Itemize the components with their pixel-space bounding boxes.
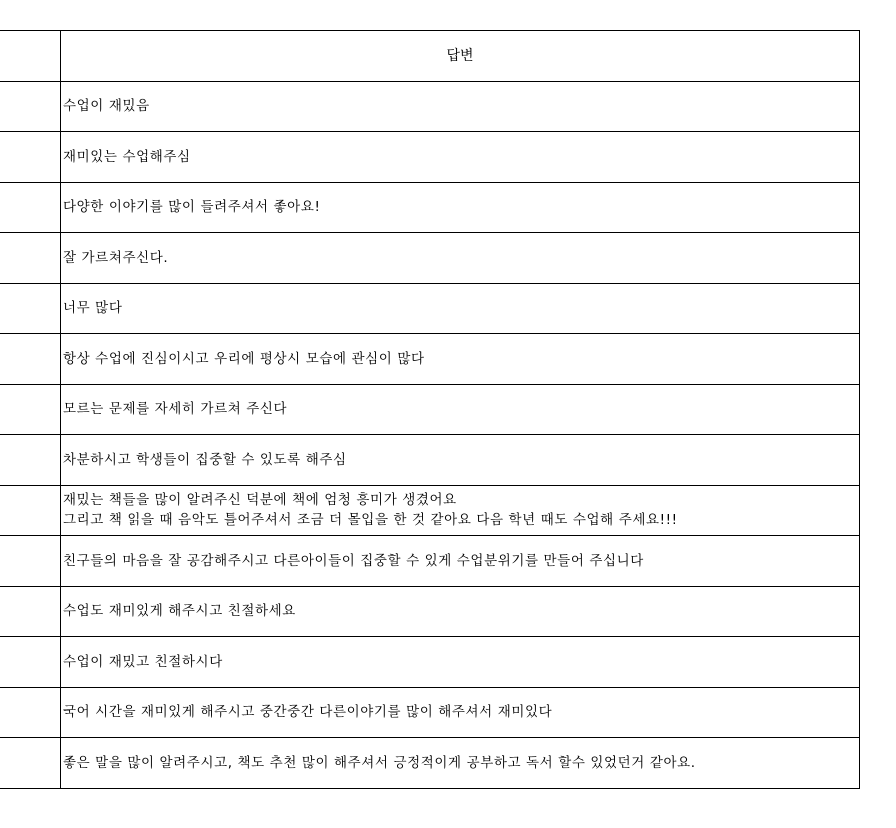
answer-text: 수업이 재밌고 친절하시다 xyxy=(63,653,223,670)
table-row xyxy=(0,283,860,334)
row-number-cell[interactable] xyxy=(0,687,61,738)
row-number-cell[interactable] xyxy=(0,81,61,132)
answer-text: 재밌는 책들을 많이 알려주신 덕분에 책에 엄청 흥미가 생겼어요 xyxy=(63,492,457,509)
survey-response-table xyxy=(0,30,860,789)
row-number-cell[interactable] xyxy=(0,132,61,183)
answer-text: 수업이 재밌음 xyxy=(63,98,150,115)
answer-text: 차분하시고 학생들이 집중할 수 있도록 해주심 xyxy=(63,451,347,468)
table-row xyxy=(0,132,860,183)
table-row xyxy=(0,738,860,789)
answer-cell[interactable] xyxy=(61,283,860,334)
answer-cell[interactable] xyxy=(61,536,860,587)
table-row xyxy=(0,687,860,738)
answer-cell[interactable] xyxy=(61,687,860,738)
answer-cell[interactable] xyxy=(61,334,860,385)
answer-text: 잘 가르쳐주신다. xyxy=(63,249,169,266)
header-row xyxy=(0,31,860,82)
answer-cell[interactable] xyxy=(61,132,860,183)
row-number-cell[interactable] xyxy=(0,334,61,385)
table-row xyxy=(0,81,860,132)
row-number-cell[interactable] xyxy=(0,384,61,435)
answer-text: 수업도 재미있게 해주시고 친절하세요 xyxy=(63,603,296,620)
answer-cell[interactable] xyxy=(61,384,860,435)
row-number-cell[interactable] xyxy=(0,233,61,284)
answer-text: 좋은 말을 많이 알려주시고, 책도 추천 많이 해주셔서 긍정적이게 공부하고 독서 할수 있었던거 같아요. xyxy=(63,754,696,771)
table-row xyxy=(0,536,860,587)
table-row xyxy=(0,637,860,688)
answer-text: 그리고 책 읽을 때 음악도 틀어주셔서 조금 더 몰입을 한 것 같아요 다음 학년 때도 수업해 주세요!!! xyxy=(63,512,678,529)
answer-cell[interactable] xyxy=(61,637,860,688)
table-row xyxy=(0,586,860,637)
answer-text: 친구들의 마음을 잘 공감해주시고 다른아이들이 집중할 수 있게 수업분위기를 만들어 주십니다 xyxy=(63,552,644,569)
answer-cell[interactable] xyxy=(61,81,860,132)
answer-text: 모르는 문제를 자세히 가르쳐 주신다 xyxy=(63,401,288,418)
table-row xyxy=(0,182,860,233)
header-answer-cell[interactable]: 답변 xyxy=(61,31,860,82)
answer-text: 다양한 이야기를 많이 들려주셔서 좋아요! xyxy=(63,199,321,216)
answer-text: 너무 많다 xyxy=(63,300,123,317)
answer-cell[interactable] xyxy=(61,435,860,486)
answer-cell[interactable] xyxy=(61,586,860,637)
row-number-cell[interactable] xyxy=(0,283,61,334)
table-row xyxy=(0,435,860,486)
answer-text: 재미있는 수업해주심 xyxy=(63,148,191,165)
row-number-cell[interactable] xyxy=(0,182,61,233)
row-number-cell[interactable] xyxy=(0,738,61,789)
table-row xyxy=(0,485,860,536)
answer-text: 국어 시간을 재미있게 해주시고 중간중간 다른이야기를 많이 해주셔서 재미있다 xyxy=(63,704,553,721)
row-number-cell[interactable] xyxy=(0,435,61,486)
answer-cell[interactable] xyxy=(61,738,860,789)
table-row xyxy=(0,334,860,385)
answer-text: 항상 수업에 진심이시고 우리에 평상시 모습에 관심이 많다 xyxy=(63,350,425,367)
answer-cell[interactable] xyxy=(61,233,860,284)
answer-cell[interactable] xyxy=(61,485,860,536)
row-number-cell[interactable] xyxy=(0,637,61,688)
answer-cell[interactable] xyxy=(61,182,860,233)
table-row xyxy=(0,384,860,435)
row-number-cell[interactable] xyxy=(0,586,61,637)
row-number-cell[interactable] xyxy=(0,536,61,587)
row-number-cell[interactable] xyxy=(0,485,61,536)
table-row xyxy=(0,233,860,284)
header-number-cell[interactable] xyxy=(0,31,61,82)
